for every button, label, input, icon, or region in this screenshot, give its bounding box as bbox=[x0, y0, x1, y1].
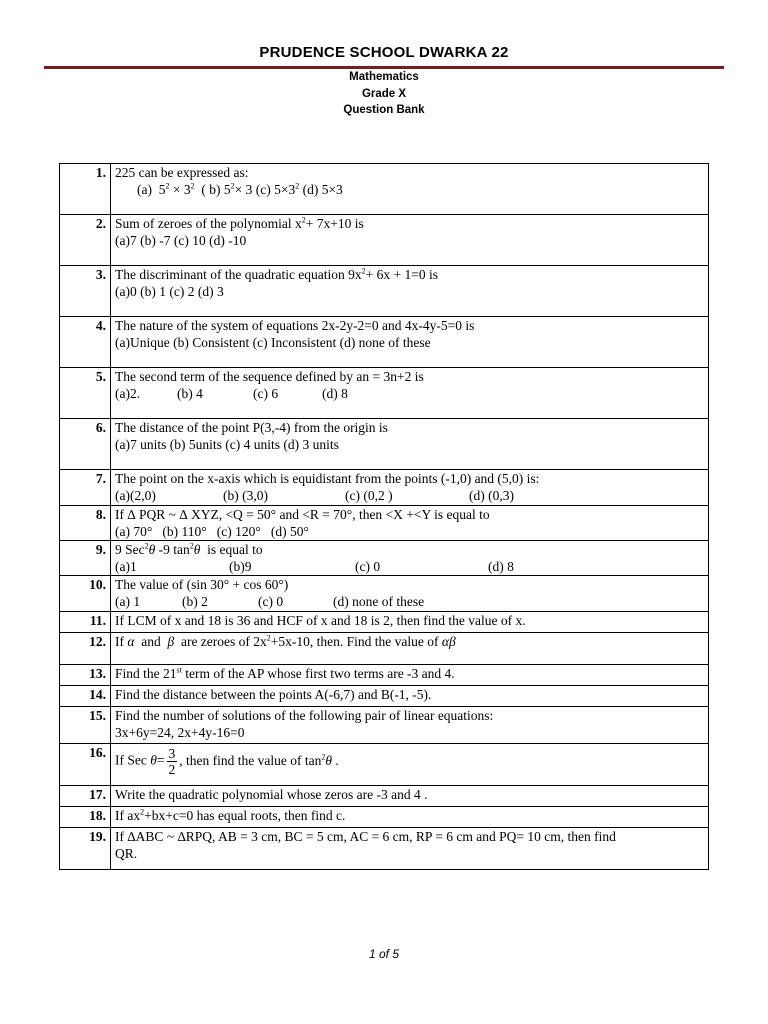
question-row bbox=[60, 506, 709, 541]
question-text: If ∆ PQR ~ ∆ XYZ, <Q = 50° and <R = 70°, then <X +<Y is equal to bbox=[115, 507, 490, 522]
question-row bbox=[60, 807, 709, 828]
answer-option: (a)1 bbox=[115, 559, 137, 574]
answer-option: (c) 0 bbox=[355, 559, 381, 574]
question-text: Write the quadratic polynomial whose zeros are -3 and 4 . bbox=[115, 787, 428, 802]
document-type: Question Bank bbox=[343, 104, 425, 116]
question-number: 5. bbox=[60, 368, 111, 419]
question-text-cell bbox=[111, 164, 709, 215]
question-number: 12. bbox=[60, 633, 111, 665]
question-row bbox=[60, 164, 709, 215]
answer-option: (b) 2 bbox=[182, 594, 208, 609]
question-text: If ∆ABC ~ ∆RPQ, AB = 3 cm, BC = 5 cm, AC = 6 cm, RP = 6 cm and PQ= 10 cm, then find bbox=[115, 829, 616, 844]
answer-option: (c) 0 bbox=[258, 594, 284, 609]
answer-options bbox=[115, 558, 704, 575]
question-row bbox=[60, 317, 709, 368]
question-row bbox=[60, 215, 709, 266]
question-number: 4. bbox=[60, 317, 111, 368]
answer-option: (d) 8 bbox=[488, 559, 514, 574]
answer-option: (a)2. bbox=[115, 386, 141, 401]
question-text-cell bbox=[111, 317, 709, 368]
question-row bbox=[60, 470, 709, 506]
question-text-cell bbox=[111, 786, 709, 807]
question-number: 16. bbox=[60, 744, 111, 786]
question-text-cell bbox=[111, 707, 709, 744]
question-text-suffix: , then find the value of $\tan^2\theta$ . bbox=[179, 752, 339, 768]
question-text-cell bbox=[111, 419, 709, 470]
question-row bbox=[60, 419, 709, 470]
answer-options bbox=[115, 385, 704, 402]
question-number: 8. bbox=[60, 506, 111, 541]
answer-option: (d) none of these bbox=[333, 594, 425, 609]
question-text: Find the 21st term of the AP whose first two terms are -3 and 4. bbox=[115, 665, 455, 681]
question-row bbox=[60, 686, 709, 707]
question-text: Find the number of solutions of the following pair of linear equations: bbox=[115, 708, 494, 723]
question-text: The nature of the system of equations 2x-2y-2=0 and 4x-4y-5=0 is bbox=[115, 318, 475, 333]
question-text-cell bbox=[111, 633, 709, 665]
answer-options bbox=[115, 487, 704, 504]
question-row bbox=[60, 633, 709, 665]
question-text: Find the distance between the points A(-6,7) and B(-1, -5). bbox=[115, 687, 432, 702]
question-text-cell bbox=[111, 470, 709, 506]
question-number: 3. bbox=[60, 266, 111, 317]
question-text-cell bbox=[111, 215, 709, 266]
question-text: If LCM of x and 18 is 36 and HCF of x and 18 is 2, then find the value of x. bbox=[115, 613, 526, 628]
page-number: 1 of 5 bbox=[368, 947, 400, 961]
question-row bbox=[60, 541, 709, 576]
fraction-denominator: 2 bbox=[168, 762, 176, 777]
answer-option: (d) (0,3) bbox=[469, 488, 514, 503]
question-text-cell bbox=[111, 665, 709, 686]
answer-options: (a)Unique (b) Consistent (c) Inconsistent (d) none of these bbox=[115, 335, 431, 350]
question-number: 13. bbox=[60, 665, 111, 686]
answer-options: 3x+6y=24, 2x+4y-16=0 bbox=[115, 725, 245, 740]
question-text-cell bbox=[111, 506, 709, 541]
question-number: 17. bbox=[60, 786, 111, 807]
answer-options: (a) $5^2 \times 3^2$ ( b) $5^2\times 3$ (c) $5\times 3^2$ (d) 5×3 bbox=[137, 181, 343, 197]
question-row bbox=[60, 786, 709, 807]
question-text: If Sec θ= $\frac{3}{2}$ , then find the value of $\tan^2\theta$ . bbox=[115, 746, 339, 777]
question-row bbox=[60, 665, 709, 686]
question-text: 225 can be expressed as: bbox=[115, 165, 249, 180]
grade-title: Grade X bbox=[361, 88, 407, 100]
question-text: If α and β are zeroes of $2x^2+5x-10$, then. Find the value of αβ bbox=[115, 633, 456, 649]
question-text: Sum of zeroes of the polynomial $x^2+ 7x+10$ is bbox=[115, 215, 364, 231]
answer-option: (c) (0,2 ) bbox=[345, 488, 393, 503]
question-number: 18. bbox=[60, 807, 111, 828]
question-text: 9 Sec$^2$θ -9 $\tan^2\theta$ is equal to bbox=[115, 541, 263, 557]
answer-option: (b) (3,0) bbox=[223, 488, 268, 503]
answer-options: (a) 70° (b) 110° (c) 120° (d) 50° bbox=[115, 524, 309, 539]
school-name: PRUDENCE SCHOOL DWARKA 22 bbox=[259, 44, 509, 61]
answer-options bbox=[115, 593, 704, 610]
answer-option: (d) 8 bbox=[322, 386, 348, 401]
answer-options: QR. bbox=[115, 846, 138, 861]
question-row bbox=[60, 368, 709, 419]
question-text-cell bbox=[111, 828, 709, 870]
question-text-cell bbox=[111, 807, 709, 828]
question-number: 19. bbox=[60, 828, 111, 870]
question-text-cell bbox=[111, 686, 709, 707]
question-text-cell bbox=[111, 266, 709, 317]
question-text-cell bbox=[111, 576, 709, 612]
question-row bbox=[60, 576, 709, 612]
question-text-cell bbox=[111, 541, 709, 576]
question-number: 6. bbox=[60, 419, 111, 470]
question-number: 7. bbox=[60, 470, 111, 506]
question-row bbox=[60, 266, 709, 317]
question-text: The distance of the point P(3,-4) from the origin is bbox=[115, 420, 388, 435]
question-row bbox=[60, 707, 709, 744]
question-text: The value of (sin 30° + cos 60°) bbox=[115, 577, 289, 592]
subject-title: Mathematics bbox=[349, 71, 419, 83]
question-table bbox=[59, 163, 709, 870]
question-row bbox=[60, 828, 709, 870]
question-text: The second term of the sequence defined by an = 3n+2 is bbox=[115, 369, 424, 384]
question-text: The discriminant of the quadratic equation $9x^2+ 6x + 1=0$ is bbox=[115, 266, 439, 282]
answer-option: (b) 4 bbox=[177, 386, 203, 401]
answer-option: (c) 6 bbox=[253, 386, 279, 401]
answer-options: (a)7 (b) -7 (c) 10 (d) -10 bbox=[115, 233, 247, 248]
question-text-cell bbox=[111, 744, 709, 786]
question-number: 10. bbox=[60, 576, 111, 612]
question-number: 11. bbox=[60, 612, 111, 633]
answer-options: (a)0 (b) 1 (c) 2 (d) 3 bbox=[115, 284, 224, 299]
question-text-cell bbox=[111, 612, 709, 633]
question-number: 1. bbox=[60, 164, 111, 215]
answer-options: (a)7 units (b) 5units (c) 4 units (d) 3 units bbox=[115, 437, 339, 452]
fraction bbox=[167, 746, 178, 777]
header-rule bbox=[44, 66, 724, 69]
question-number: 9. bbox=[60, 541, 111, 576]
question-row bbox=[60, 744, 709, 786]
question-text-cell bbox=[111, 368, 709, 419]
answer-option: (b)9 bbox=[229, 559, 252, 574]
question-row bbox=[60, 612, 709, 633]
answer-option: (a)(2,0) bbox=[115, 488, 156, 503]
question-number: 14. bbox=[60, 686, 111, 707]
question-text-prefix: If Sec bbox=[115, 752, 147, 768]
fraction-numerator: 3 bbox=[168, 746, 176, 761]
question-number: 2. bbox=[60, 215, 111, 266]
question-text: If $ax^2+bx+c=0$ has equal roots, then find c. bbox=[115, 807, 346, 823]
answer-option: (a) 1 bbox=[115, 594, 141, 609]
question-number: 15. bbox=[60, 707, 111, 744]
question-text: The point on the x-axis which is equidistant from the points (-1,0) and (5,0) is: bbox=[115, 471, 540, 486]
